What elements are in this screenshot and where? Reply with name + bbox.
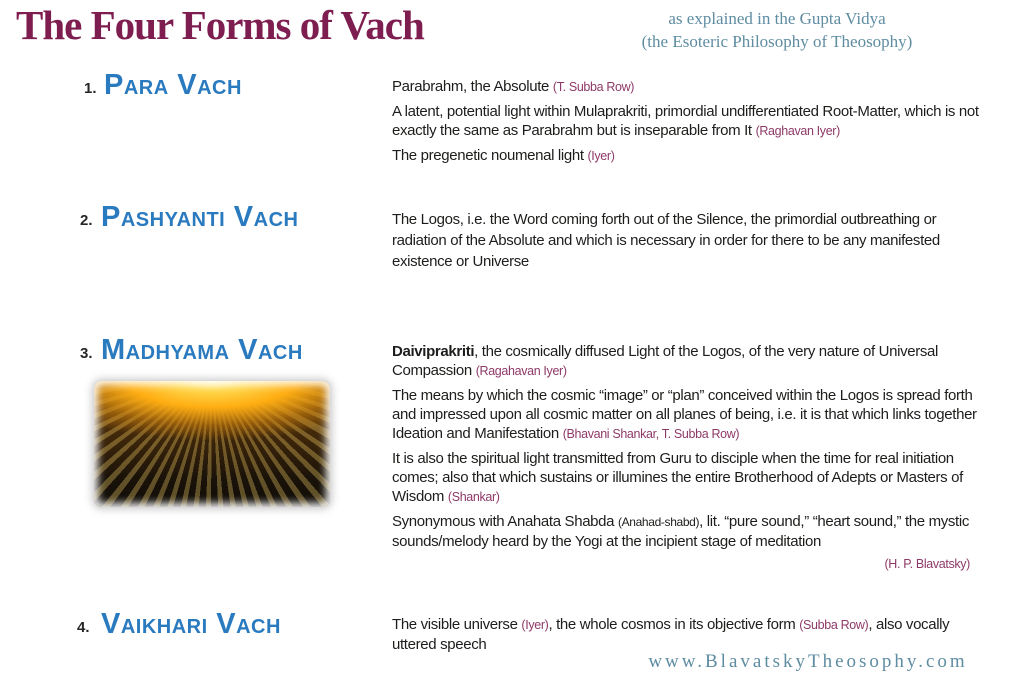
description-text: , the cosmically diffused Light of the Logos, of the very nature of Universal Compassion	[392, 343, 939, 379]
attribution: (Shankar)	[447, 490, 500, 504]
description-text: , also vocally uttered speech	[392, 616, 950, 653]
heading-pashyanti-vach: Pashyanti Vach	[101, 201, 299, 233]
item-number-3: 3.	[80, 345, 93, 362]
heading-vaikhari-vach: Vaikhari Vach	[101, 608, 281, 640]
golden-light-rays-image	[94, 381, 330, 507]
description-text: Parabrahm, the Absolute	[392, 78, 553, 95]
description-text: The pregenetic noumenal light	[392, 147, 588, 164]
description-paragraph	[392, 146, 992, 166]
heading-para-vach: Para Vach	[104, 69, 242, 101]
description-small-term: (Anahad-shabd)	[617, 515, 700, 529]
attribution: (Ragahavan Iyer)	[475, 364, 567, 378]
description-paragraph	[392, 342, 992, 381]
description-text: The Logos, i.e. the Word coming forth out of the Silence, the primordial outbreathing or radiation of the Absolute and which is necessary in order for there to be any manifested existence or Universe	[392, 211, 940, 270]
description-paragraph	[392, 512, 992, 551]
description-madhyama-vach	[392, 342, 992, 579]
description-paragraph	[392, 77, 992, 97]
description-text: The visible universe	[392, 616, 522, 633]
description-paragraph	[392, 386, 992, 444]
attribution: (Raghavan Iyer)	[755, 124, 840, 138]
item-number-2: 2.	[80, 212, 93, 229]
page-subtitle	[612, 7, 942, 53]
heading-madhyama-vach: Madhyama Vach	[101, 334, 303, 366]
subtitle-line-2: (the Esoteric Philosophy of Theosophy)	[641, 32, 913, 51]
website-link[interactable]: www.BlavatskyTheosophy.com	[648, 651, 968, 672]
item-number-1: 1.	[84, 80, 97, 97]
item-number-4: 4.	[77, 619, 90, 636]
attribution: (T. Subba Row)	[552, 80, 635, 94]
description-paragraph	[392, 209, 992, 272]
description-text: , lit. “pure sound,” “heart sound,” the mystic sounds/melody heard by the Yogi at the incipient stage of meditation	[392, 513, 970, 550]
description-text: , the whole cosmos in its objective form	[548, 616, 800, 633]
description-paragraph	[392, 554, 992, 574]
attribution: (H. P. Blavatsky)	[884, 557, 970, 571]
description-paragraph	[392, 449, 992, 507]
attribution: (Bhavani Shankar, T. Subba Row)	[562, 427, 740, 441]
subtitle-line-1: as explained in the Gupta Vidya	[668, 9, 886, 28]
description-text: The means by which the cosmic “image” or “plan” conceived within the Logos is spread forth and impressed upon all cosmic matter on all planes of being, i.e. it is that which links together Ideation and Manifestation	[392, 387, 977, 442]
description-text: A latent, potential light within Mulaprakriti, primordial undifferentiated Root-Matter, which is not exactly the same as Parabrahm but is inseparable from It	[392, 103, 979, 139]
attribution: (Iyer)	[587, 149, 615, 163]
description-paragraph	[392, 102, 992, 141]
description-text: Synonymous with Anahata Shabda	[392, 513, 618, 530]
description-para-vach	[392, 77, 992, 171]
attribution: (Iyer)	[521, 618, 549, 632]
description-bold-term: Daiviprakriti	[392, 343, 475, 360]
description-text: It is also the spiritual light transmitted from Guru to disciple when the time for real initiation comes; also that which sustains or illumines the entire Brotherhood of Adepts or Masters of Wisdom	[392, 450, 963, 505]
attribution: (Subba Row)	[799, 618, 869, 632]
page-title: The Four Forms of Vach	[16, 2, 424, 48]
description-paragraph	[392, 615, 992, 654]
description-pashyanti-vach	[392, 209, 992, 277]
